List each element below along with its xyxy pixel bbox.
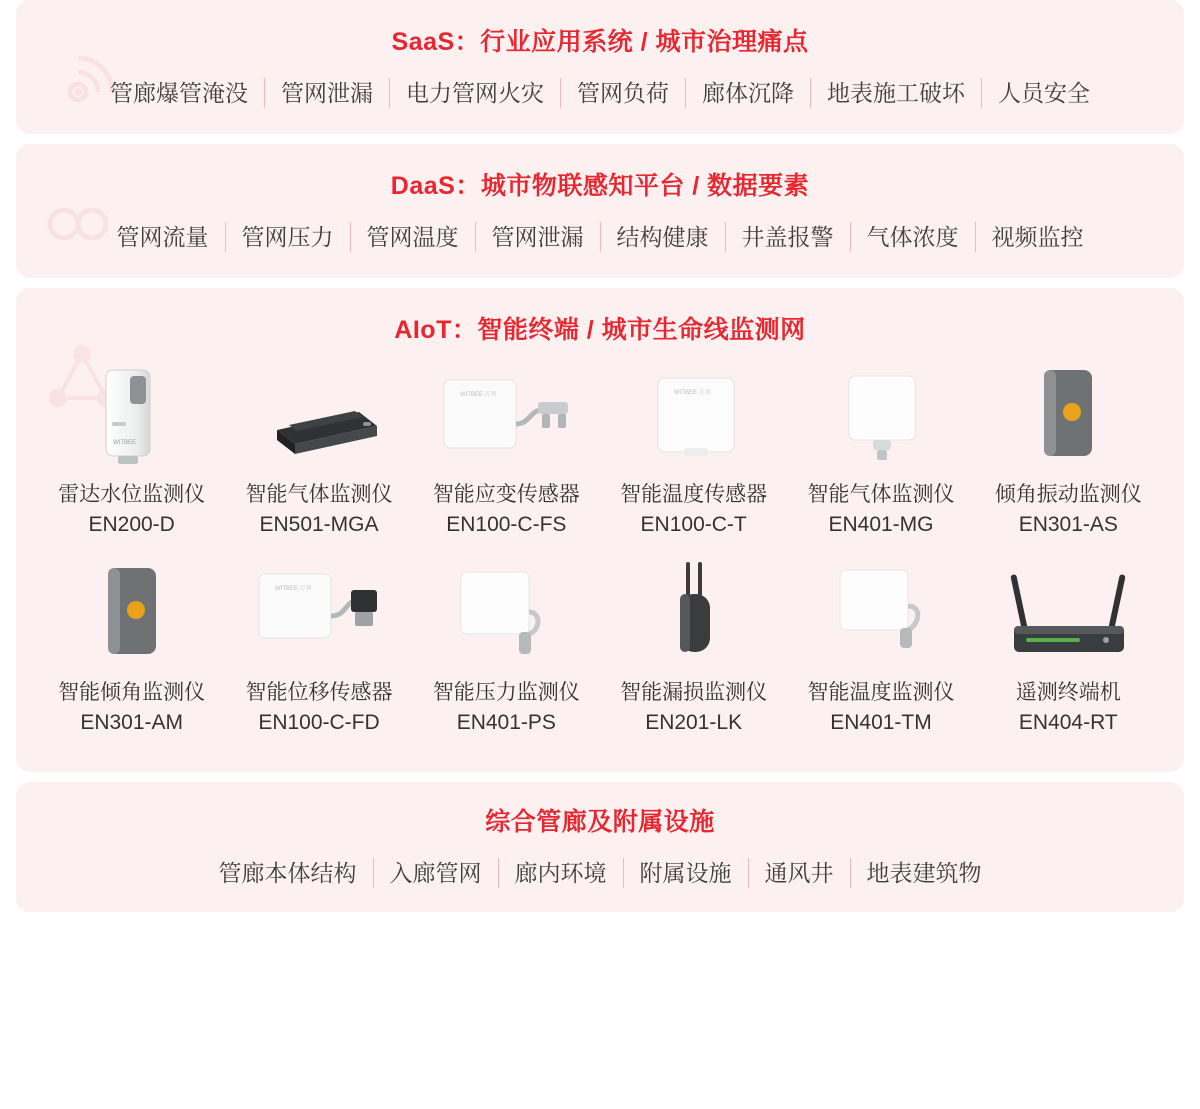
device-name: 雷达水位监测仪	[58, 483, 206, 506]
device-name: 智能温度监测仪	[807, 681, 955, 704]
layer-title-infrastructure: 综合管廊及附属设施	[485, 808, 715, 836]
infrastructure-item[interactable]: 地表建筑物	[850, 858, 998, 888]
saas-item[interactable]: 电力管网火灾	[389, 78, 560, 108]
device-card	[600, 358, 787, 550]
gas-sensor-device-icon	[811, 362, 951, 472]
device-name: 智能位移传感器	[245, 681, 393, 704]
daas-item[interactable]: 视频监控	[975, 222, 1100, 252]
infrastructure-item[interactable]: 附属设施	[623, 858, 748, 888]
infrastructure-item[interactable]: 廊内环境	[498, 858, 623, 888]
device-model: EN501-MGA	[259, 513, 379, 536]
device-card	[975, 358, 1162, 550]
saas-item[interactable]: 管廊爆管淹没	[110, 80, 248, 106]
displacement-sensor-device-icon	[239, 560, 399, 670]
layer-aiot	[16, 288, 1184, 772]
daas-item[interactable]: 结构健康	[600, 222, 725, 252]
svg-text:WITBEE: WITBEE	[112, 440, 136, 446]
saas-item[interactable]: 管网负荷	[560, 78, 685, 108]
device-model: EN301-AS	[1018, 513, 1118, 536]
device-name: 智能温度传感器	[620, 483, 768, 506]
temperature-monitor-device-icon	[806, 560, 956, 670]
daas-item[interactable]: 管网泄漏	[475, 222, 600, 252]
infrastructure-item[interactable]: 通风井	[748, 858, 850, 888]
tilt-vibration-device-icon	[1008, 362, 1128, 472]
radar-water-level-device-icon	[72, 362, 192, 472]
layer-saas	[16, 0, 1184, 134]
saas-item[interactable]: 人员安全	[981, 78, 1106, 108]
saas-item[interactable]: 廊体沉降	[685, 78, 810, 108]
infrastructure-item[interactable]: 管廊本体结构	[218, 860, 357, 886]
device-model: EN100-C-FD	[258, 711, 380, 734]
device-model: EN100-C-FS	[446, 513, 567, 536]
device-card[interactable]	[38, 358, 225, 550]
saas-item[interactable]: 地表施工破坏	[810, 78, 981, 108]
device-model: EN401-TM	[830, 711, 932, 734]
device-card	[413, 556, 600, 748]
device-name: 智能气体监测仪	[807, 483, 955, 506]
device-grid	[16, 350, 1184, 754]
telemetry-terminal-device-icon	[988, 560, 1148, 670]
device-model: EN301-AM	[80, 711, 184, 734]
infrastructure-item[interactable]: 入廊管网	[373, 858, 498, 888]
device-name: 智能应变传感器	[432, 483, 580, 506]
device-model: EN201-LK	[645, 711, 743, 734]
device-card	[38, 556, 225, 748]
chip-row-daas	[16, 206, 1184, 278]
chip-row-infrastructure	[16, 842, 1184, 912]
device-card	[600, 556, 787, 748]
device-name: 倾角振动监测仪	[994, 483, 1142, 506]
svg-text:WITBEE 万宾: WITBEE 万宾	[460, 392, 497, 398]
daas-item[interactable]: 管网压力	[225, 222, 350, 252]
device-model: EN200-D	[88, 513, 175, 536]
layer-title-saas: SaaS：行业应用系统 / 城市治理痛点	[391, 28, 809, 56]
daas-item[interactable]: 井盖报警	[725, 222, 850, 252]
device-name: 智能漏损监测仪	[620, 681, 768, 704]
daas-item[interactable]: 管网温度	[350, 222, 475, 252]
chip-row-saas	[16, 62, 1184, 134]
temperature-sensor-device-icon	[624, 362, 764, 472]
device-name: 智能压力监测仪	[432, 681, 580, 704]
layer-daas	[16, 144, 1184, 278]
device-card	[413, 358, 600, 550]
strain-sensor-device-icon	[426, 362, 586, 472]
device-card	[787, 556, 974, 748]
layer-infrastructure	[16, 782, 1184, 912]
device-model: EN401-MG	[828, 513, 934, 536]
device-model: EN100-C-T	[640, 513, 747, 536]
device-card	[225, 556, 412, 748]
daas-item[interactable]: 气体浓度	[850, 222, 975, 252]
device-name: 智能气体监测仪	[245, 483, 393, 506]
daas-item[interactable]: 管网流量	[116, 224, 209, 250]
device-card[interactable]	[225, 358, 412, 550]
device-card	[975, 556, 1162, 748]
svg-text:WITBEE 万宾: WITBEE 万宾	[274, 586, 312, 592]
leak-monitor-device-icon	[634, 560, 754, 670]
device-model: EN401-PS	[456, 711, 556, 734]
pressure-monitor-device-icon	[431, 560, 581, 670]
device-name: 智能倾角监测仪	[58, 681, 206, 704]
device-model: EN404-RT	[1018, 711, 1118, 734]
svg-text:WITBEE 万宾: WITBEE 万宾	[673, 390, 711, 396]
gas-monitor-device-icon	[249, 362, 389, 472]
layer-title-daas: DaaS：城市物联感知平台 / 数据要素	[390, 172, 810, 200]
device-card	[787, 358, 974, 550]
layer-title-aiot: AIoT：智能终端 / 城市生命线监测网	[394, 316, 806, 344]
saas-item[interactable]: 管网泄漏	[264, 78, 389, 108]
tilt-monitor-device-icon	[72, 560, 192, 670]
device-name: 遥测终端机	[1015, 681, 1121, 704]
